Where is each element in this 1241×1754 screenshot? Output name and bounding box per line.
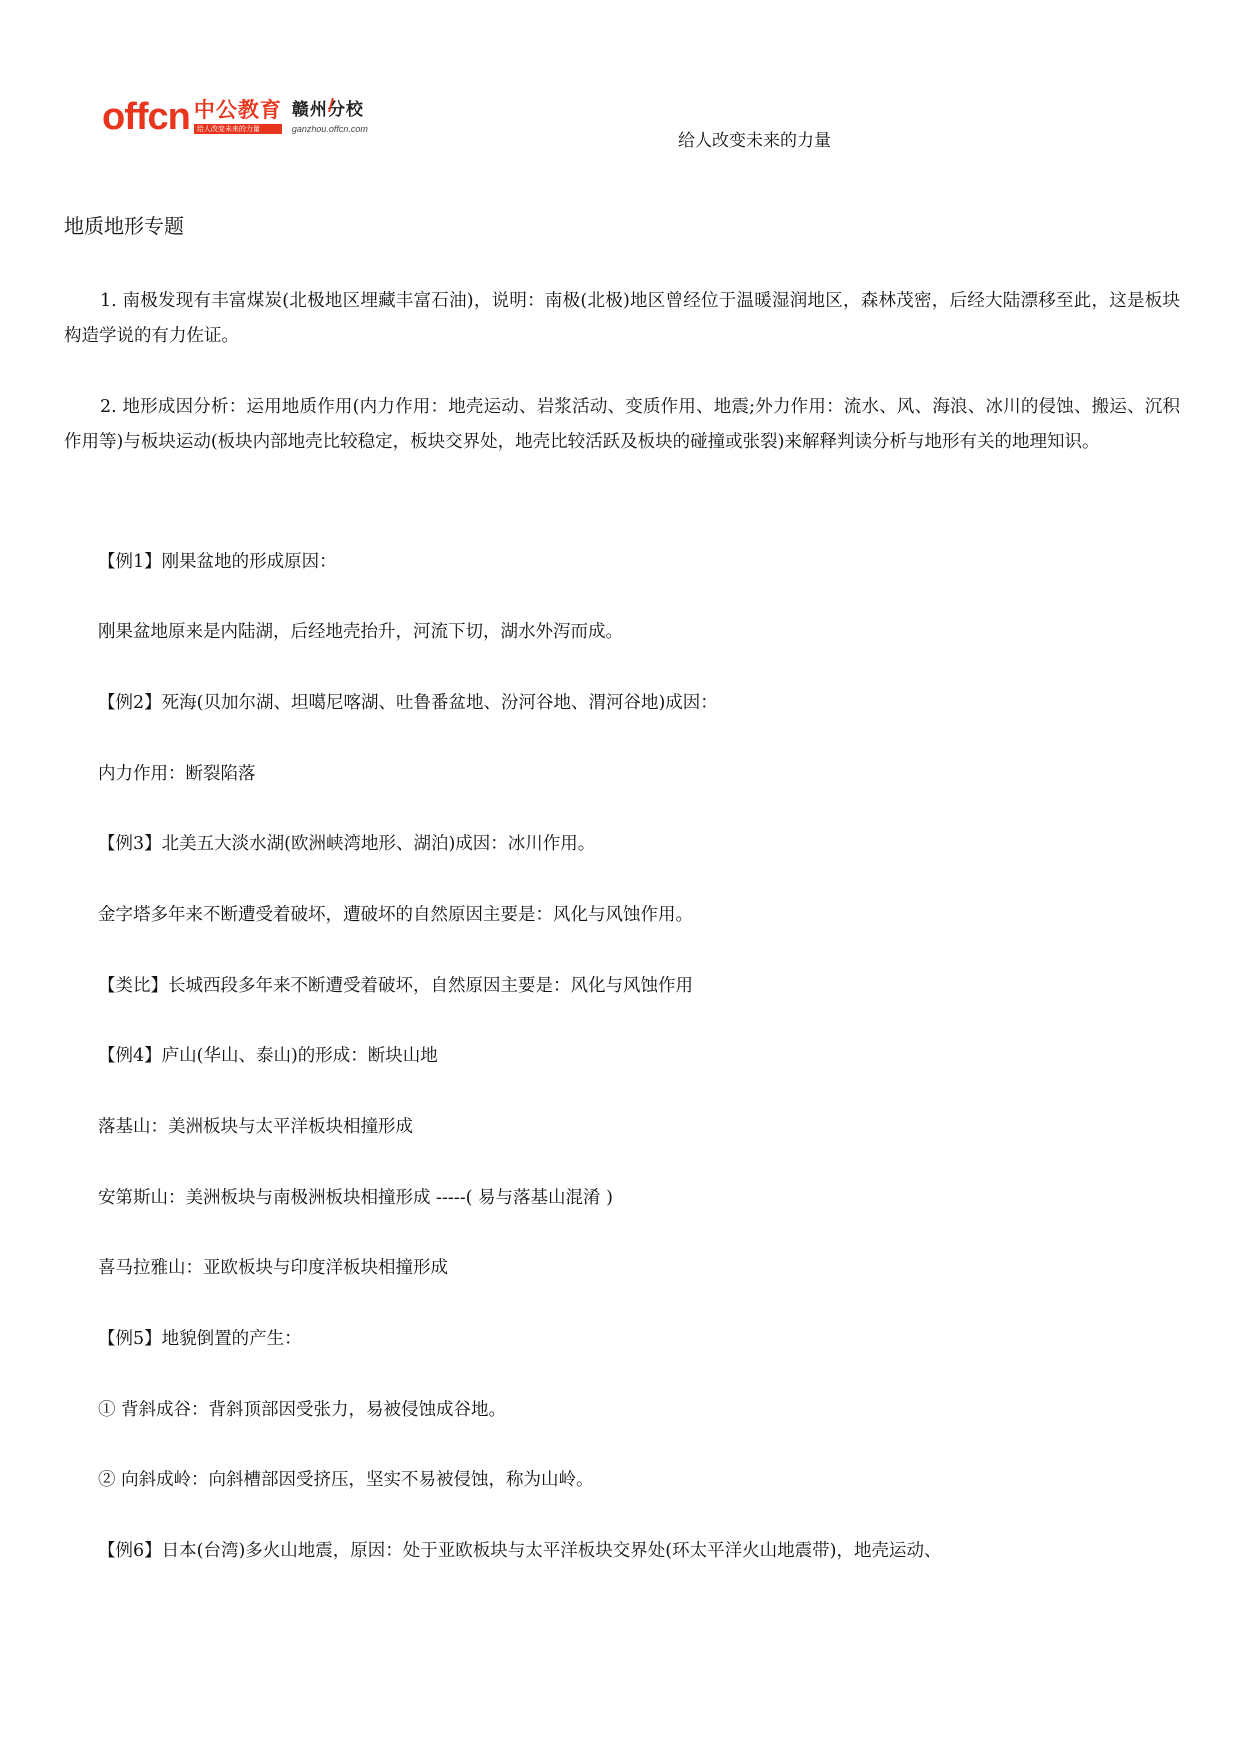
header-slogan: 给人改变未来的力量	[678, 131, 831, 151]
anticline-line: ① 背斜成谷：背斜顶部因受张力，易被侵蚀成谷地。	[98, 1400, 507, 1420]
andes-line: 安第斯山：美洲板块与南极洲板块相撞形成 -----( 易与落基山混淆 )	[98, 1188, 613, 1208]
logo-cn-block	[194, 98, 282, 134]
example-3-note: 金字塔多年来不断遭受着破坏，遭破坏的自然原因主要是：风化与风蚀作用。	[98, 905, 693, 925]
example-5-heading: 【例5】地貌倒置的产生：	[98, 1329, 302, 1349]
logo-offcn-text: offcn	[102, 96, 190, 138]
rockies-line: 落基山：美洲板块与太平洋板块相撞形成	[98, 1117, 413, 1137]
example-1-heading: 【例1】刚果盆地的形成原因：	[98, 552, 337, 572]
analogy-line: 【类比】长城西段多年来不断遭受着破坏，自然原因主要是：风化与风蚀作用	[98, 976, 693, 996]
logo-cn-text: 中公教育	[193, 98, 282, 122]
page-header	[102, 96, 1102, 156]
himalaya-line: 喜马拉雅山：亚欧板块与印度洋板块相撞形成	[98, 1258, 448, 1278]
example-1-answer: 刚果盆地原来是内陆湖，后经地壳抬升，河流下切，湖水外泻而成。	[98, 622, 623, 642]
example-6-heading: 【例6】日本(台湾)多火山地震，原因：处于亚欧板块与太平洋板块交界处(环太平洋火山地震带)，地壳运动、	[98, 1541, 942, 1561]
example-4-heading: 【例4】庐山(华山、泰山)的形成：断块山地	[98, 1046, 438, 1066]
syncline-line: ② 向斜成岭：向斜槽部因受挤压，坚实不易被侵蚀，称为山岭。	[98, 1470, 594, 1490]
logo-tagline: 给人改变未来的力量	[194, 124, 282, 134]
document-title: 地质地形专题	[64, 214, 184, 238]
example-2-heading: 【例2】死海(贝加尔湖、坦噶尼喀湖、吐鲁番盆地、汾河谷地、渭河谷地)成因：	[98, 693, 718, 713]
example-3-heading: 【例3】北美五大淡水湖(欧洲峡湾地形、湖泊)成因：冰川作用。	[98, 834, 596, 854]
paragraph-1: 1. 南极发现有丰富煤炭(北极地区埋藏丰富石油)，说明：南极(北极)地区曾经位于温暖湿润地区，森林茂密，后经大陆漂移至此，这是板块构造学说的有力佐证。	[64, 291, 1180, 346]
paragraph-2: 2. 地形成因分析：运用地质作用(内力作用：地壳运动、岩浆活动、变质作用、地震;外力作用：流水、风、海浪、冰川的侵蚀、搬运、沉积作用等)与板块运动(板块内部地壳比较稳定，板块交界处，地壳比较活跃及板块的碰撞或张裂)来解释判读分析与地形有关的地理知识。	[64, 397, 1180, 452]
logo-branch-text: 赣州分校	[291, 100, 364, 120]
offcn-logo	[102, 96, 368, 142]
logo-url-text: ganzhou.offcn.com	[291, 124, 368, 134]
example-2-answer: 内力作用：断裂陷落	[98, 764, 256, 784]
